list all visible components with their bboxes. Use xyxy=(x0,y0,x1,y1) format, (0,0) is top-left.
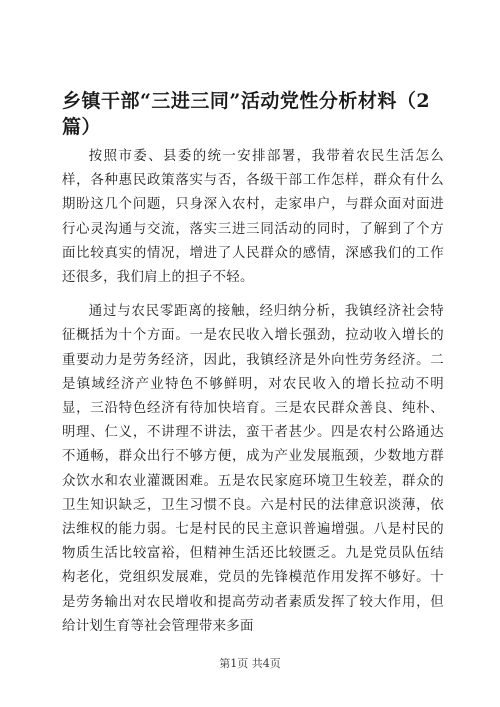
paragraph-1: 按照市委、县委的统一安排部署，我带着农民生活怎么样，各种惠民政策落实与否，各级干部工作怎样，群众有什么期盼这几个问题，只身深入农村，走家串户，与群众面对面进行心灵沟通与交流，落实三进三同活动的同时，了解到了个方面比较真实的情况，增进了人民群众的感情，深感我们的工作还很多，我们肩上的担子不轻。 xyxy=(62,149,444,286)
document-title: 乡镇干部“三进三同”活动党性分析材料（2篇） xyxy=(62,90,431,138)
paragraph-2: 通过与农民零距离的接触，经归纳分析，我镇经济社会特征概括为十个方面。一是农民收入增长强劲，拉动收入增长的重要动力是劳务经济，因此，我镇经济是外向性劳务经济。二是镇域经济产业特色不够鲜明，对农民收入的增长拉动不明显，三沿特色经济有待加快培育。三是农民群众善良、纯朴、明理、仁义，不讲理不讲法，蛮干者甚少。四是农村公路通达不通畅，群众出行不够方便，成为产业发展瓶颈，少数地方群众饮水和农业灌溉困难。五是农民家庭环境卫生较差，群众的卫生知识缺乏，卫生习惯不良。六是村民的法律意识淡薄，依法维权的能力弱。七是村民的民主意识普遍增强。八是村民的物质生活比较富裕，但精神生活还比较匮乏。九是党员队伍结构老化，党组织发展难，党员的先锋模范作用发挥不够好。十是劳务输出对农民增收和提高劳动者素质发挥了较大作用，但给计划生育等社会管理带来多面 xyxy=(62,304,444,634)
page-footer: 第1页 共4页 xyxy=(219,657,281,670)
document-body xyxy=(62,145,444,649)
